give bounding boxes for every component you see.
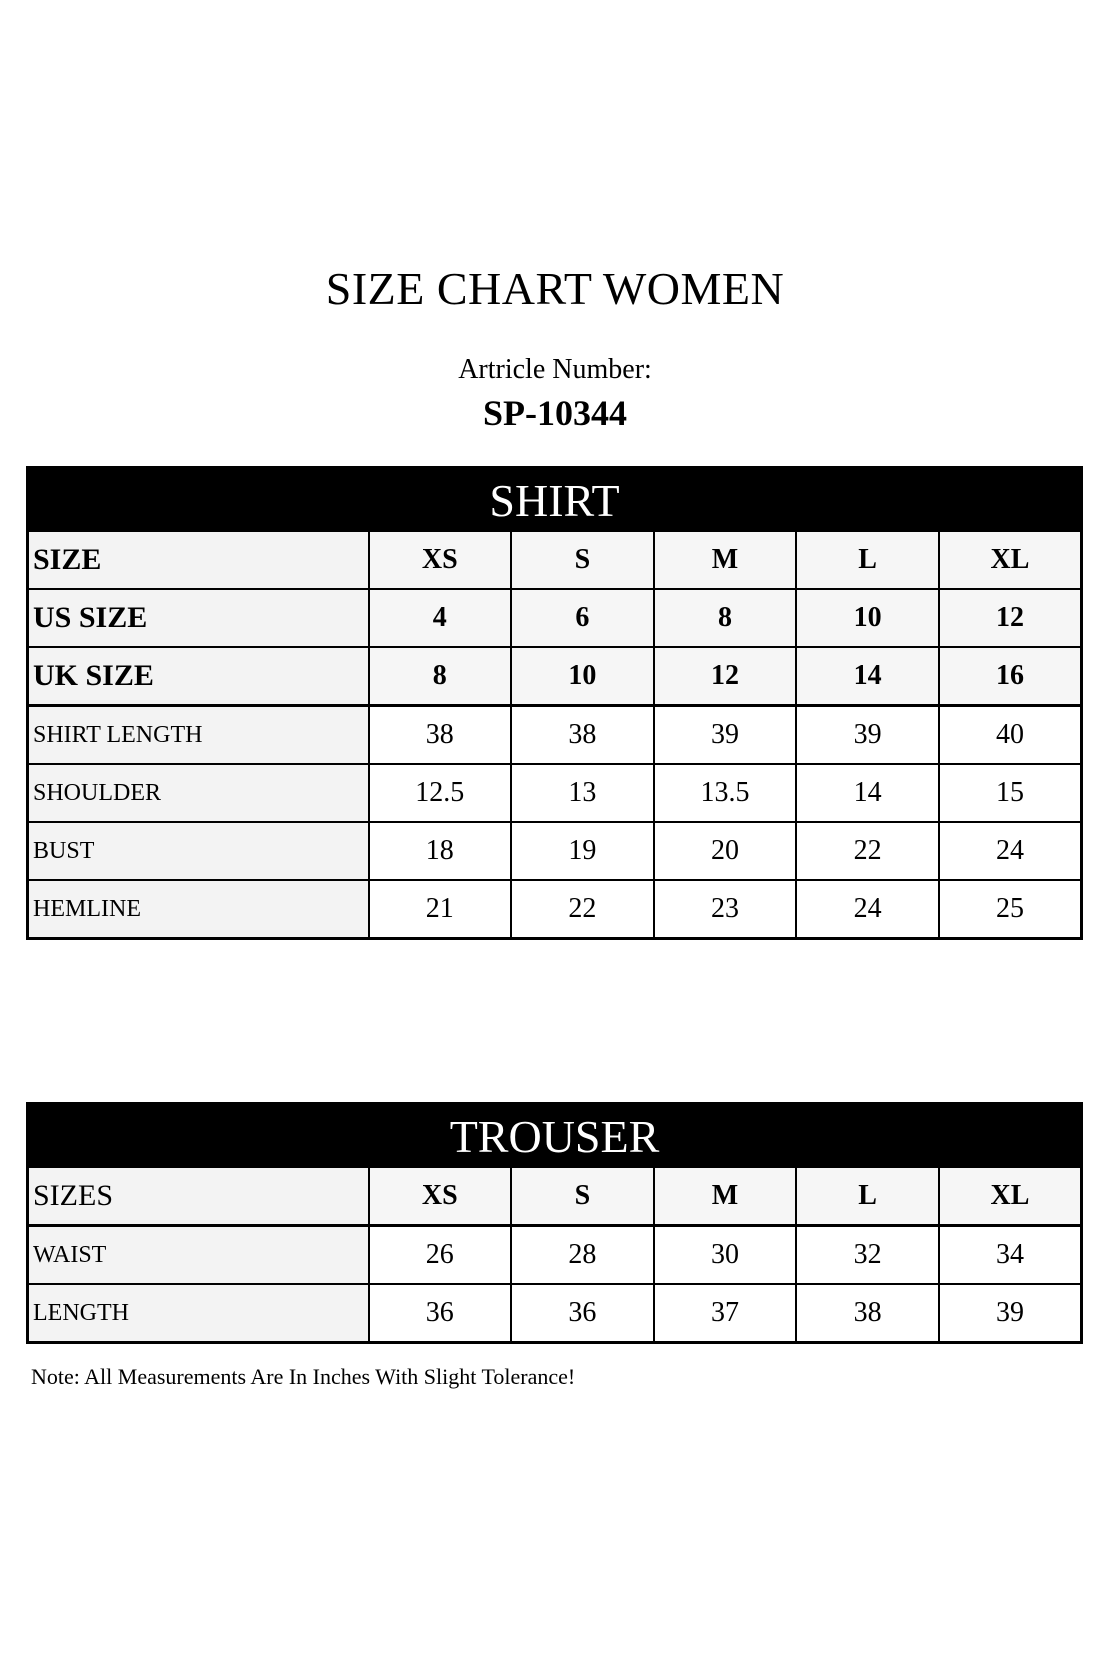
size-header-cell: L — [796, 531, 939, 589]
table-cell: 6 — [511, 589, 654, 647]
table-cell: 12 — [654, 647, 797, 706]
table-cell: 15 — [939, 764, 1082, 822]
shirt-heading: SHIRT — [26, 466, 1083, 530]
row-label: US SIZE — [28, 589, 369, 647]
table-cell: 38 — [511, 706, 654, 765]
table-cell: 10 — [796, 589, 939, 647]
table-cell: 25 — [939, 880, 1082, 939]
row-label: SIZES — [28, 1167, 369, 1226]
table-row — [28, 822, 1082, 880]
trouser-size-table — [26, 1102, 1083, 1344]
table-cell: 16 — [939, 647, 1082, 706]
table-row — [28, 764, 1082, 822]
table-cell: 39 — [654, 706, 797, 765]
size-header-cell: XS — [369, 1167, 512, 1226]
row-label: LENGTH — [28, 1284, 369, 1343]
table-row — [28, 1284, 1082, 1343]
table-row — [28, 531, 1082, 589]
table-cell: 10 — [511, 647, 654, 706]
measurement-note: Note: All Measurements Are In Inches With Slight Tolerance! — [31, 1364, 576, 1389]
table-cell: 36 — [511, 1284, 654, 1343]
table-row — [28, 706, 1082, 765]
size-header-cell: S — [511, 1167, 654, 1226]
table-cell: 24 — [939, 822, 1082, 880]
size-header-cell: S — [511, 531, 654, 589]
table-cell: 30 — [654, 1226, 797, 1285]
row-label: SHOULDER — [28, 764, 369, 822]
table-row — [28, 1226, 1082, 1285]
table-cell: 22 — [511, 880, 654, 939]
table-cell: 14 — [796, 647, 939, 706]
table-cell: 22 — [796, 822, 939, 880]
table-cell: 12 — [939, 589, 1082, 647]
table-cell: 18 — [369, 822, 512, 880]
table-cell: 37 — [654, 1284, 797, 1343]
table-cell: 21 — [369, 880, 512, 939]
table-cell: 13.5 — [654, 764, 797, 822]
page-title: SIZE CHART WOMEN — [325, 263, 785, 314]
table-cell: 14 — [796, 764, 939, 822]
row-label: HEMLINE — [28, 880, 369, 939]
table-cell: 8 — [654, 589, 797, 647]
size-header-cell: M — [654, 1167, 797, 1226]
trouser-table — [26, 1166, 1083, 1344]
table-cell: 39 — [796, 706, 939, 765]
table-cell: 19 — [511, 822, 654, 880]
size-header-cell: M — [654, 531, 797, 589]
trouser-heading: TROUSER — [26, 1102, 1083, 1166]
table-row — [28, 1167, 1082, 1226]
shirt-table — [26, 530, 1083, 940]
row-label: SIZE — [28, 531, 369, 589]
size-header-cell: L — [796, 1167, 939, 1226]
table-cell: 28 — [511, 1226, 654, 1285]
row-label: WAIST — [28, 1226, 369, 1285]
table-cell: 38 — [796, 1284, 939, 1343]
table-cell: 8 — [369, 647, 512, 706]
table-cell: 23 — [654, 880, 797, 939]
size-header-cell: XL — [939, 531, 1082, 589]
size-header-cell: XS — [369, 531, 512, 589]
row-label: SHIRT LENGTH — [28, 706, 369, 765]
table-cell: 26 — [369, 1226, 512, 1285]
table-cell: 39 — [939, 1284, 1082, 1343]
table-cell: 20 — [654, 822, 797, 880]
table-cell: 38 — [369, 706, 512, 765]
table-cell: 36 — [369, 1284, 512, 1343]
row-label: BUST — [28, 822, 369, 880]
article-number-label: Artricle Number: — [458, 354, 652, 385]
table-cell: 12.5 — [369, 764, 512, 822]
table-cell: 4 — [369, 589, 512, 647]
article-number-value: SP-10344 — [483, 393, 627, 433]
row-label: UK SIZE — [28, 647, 369, 706]
table-cell: 34 — [939, 1226, 1082, 1285]
table-cell: 13 — [511, 764, 654, 822]
size-header-cell: XL — [939, 1167, 1082, 1226]
table-row — [28, 589, 1082, 647]
shirt-size-table — [26, 466, 1083, 940]
table-row — [28, 647, 1082, 706]
table-row — [28, 880, 1082, 939]
table-cell: 32 — [796, 1226, 939, 1285]
table-cell: 40 — [939, 706, 1082, 765]
table-cell: 24 — [796, 880, 939, 939]
